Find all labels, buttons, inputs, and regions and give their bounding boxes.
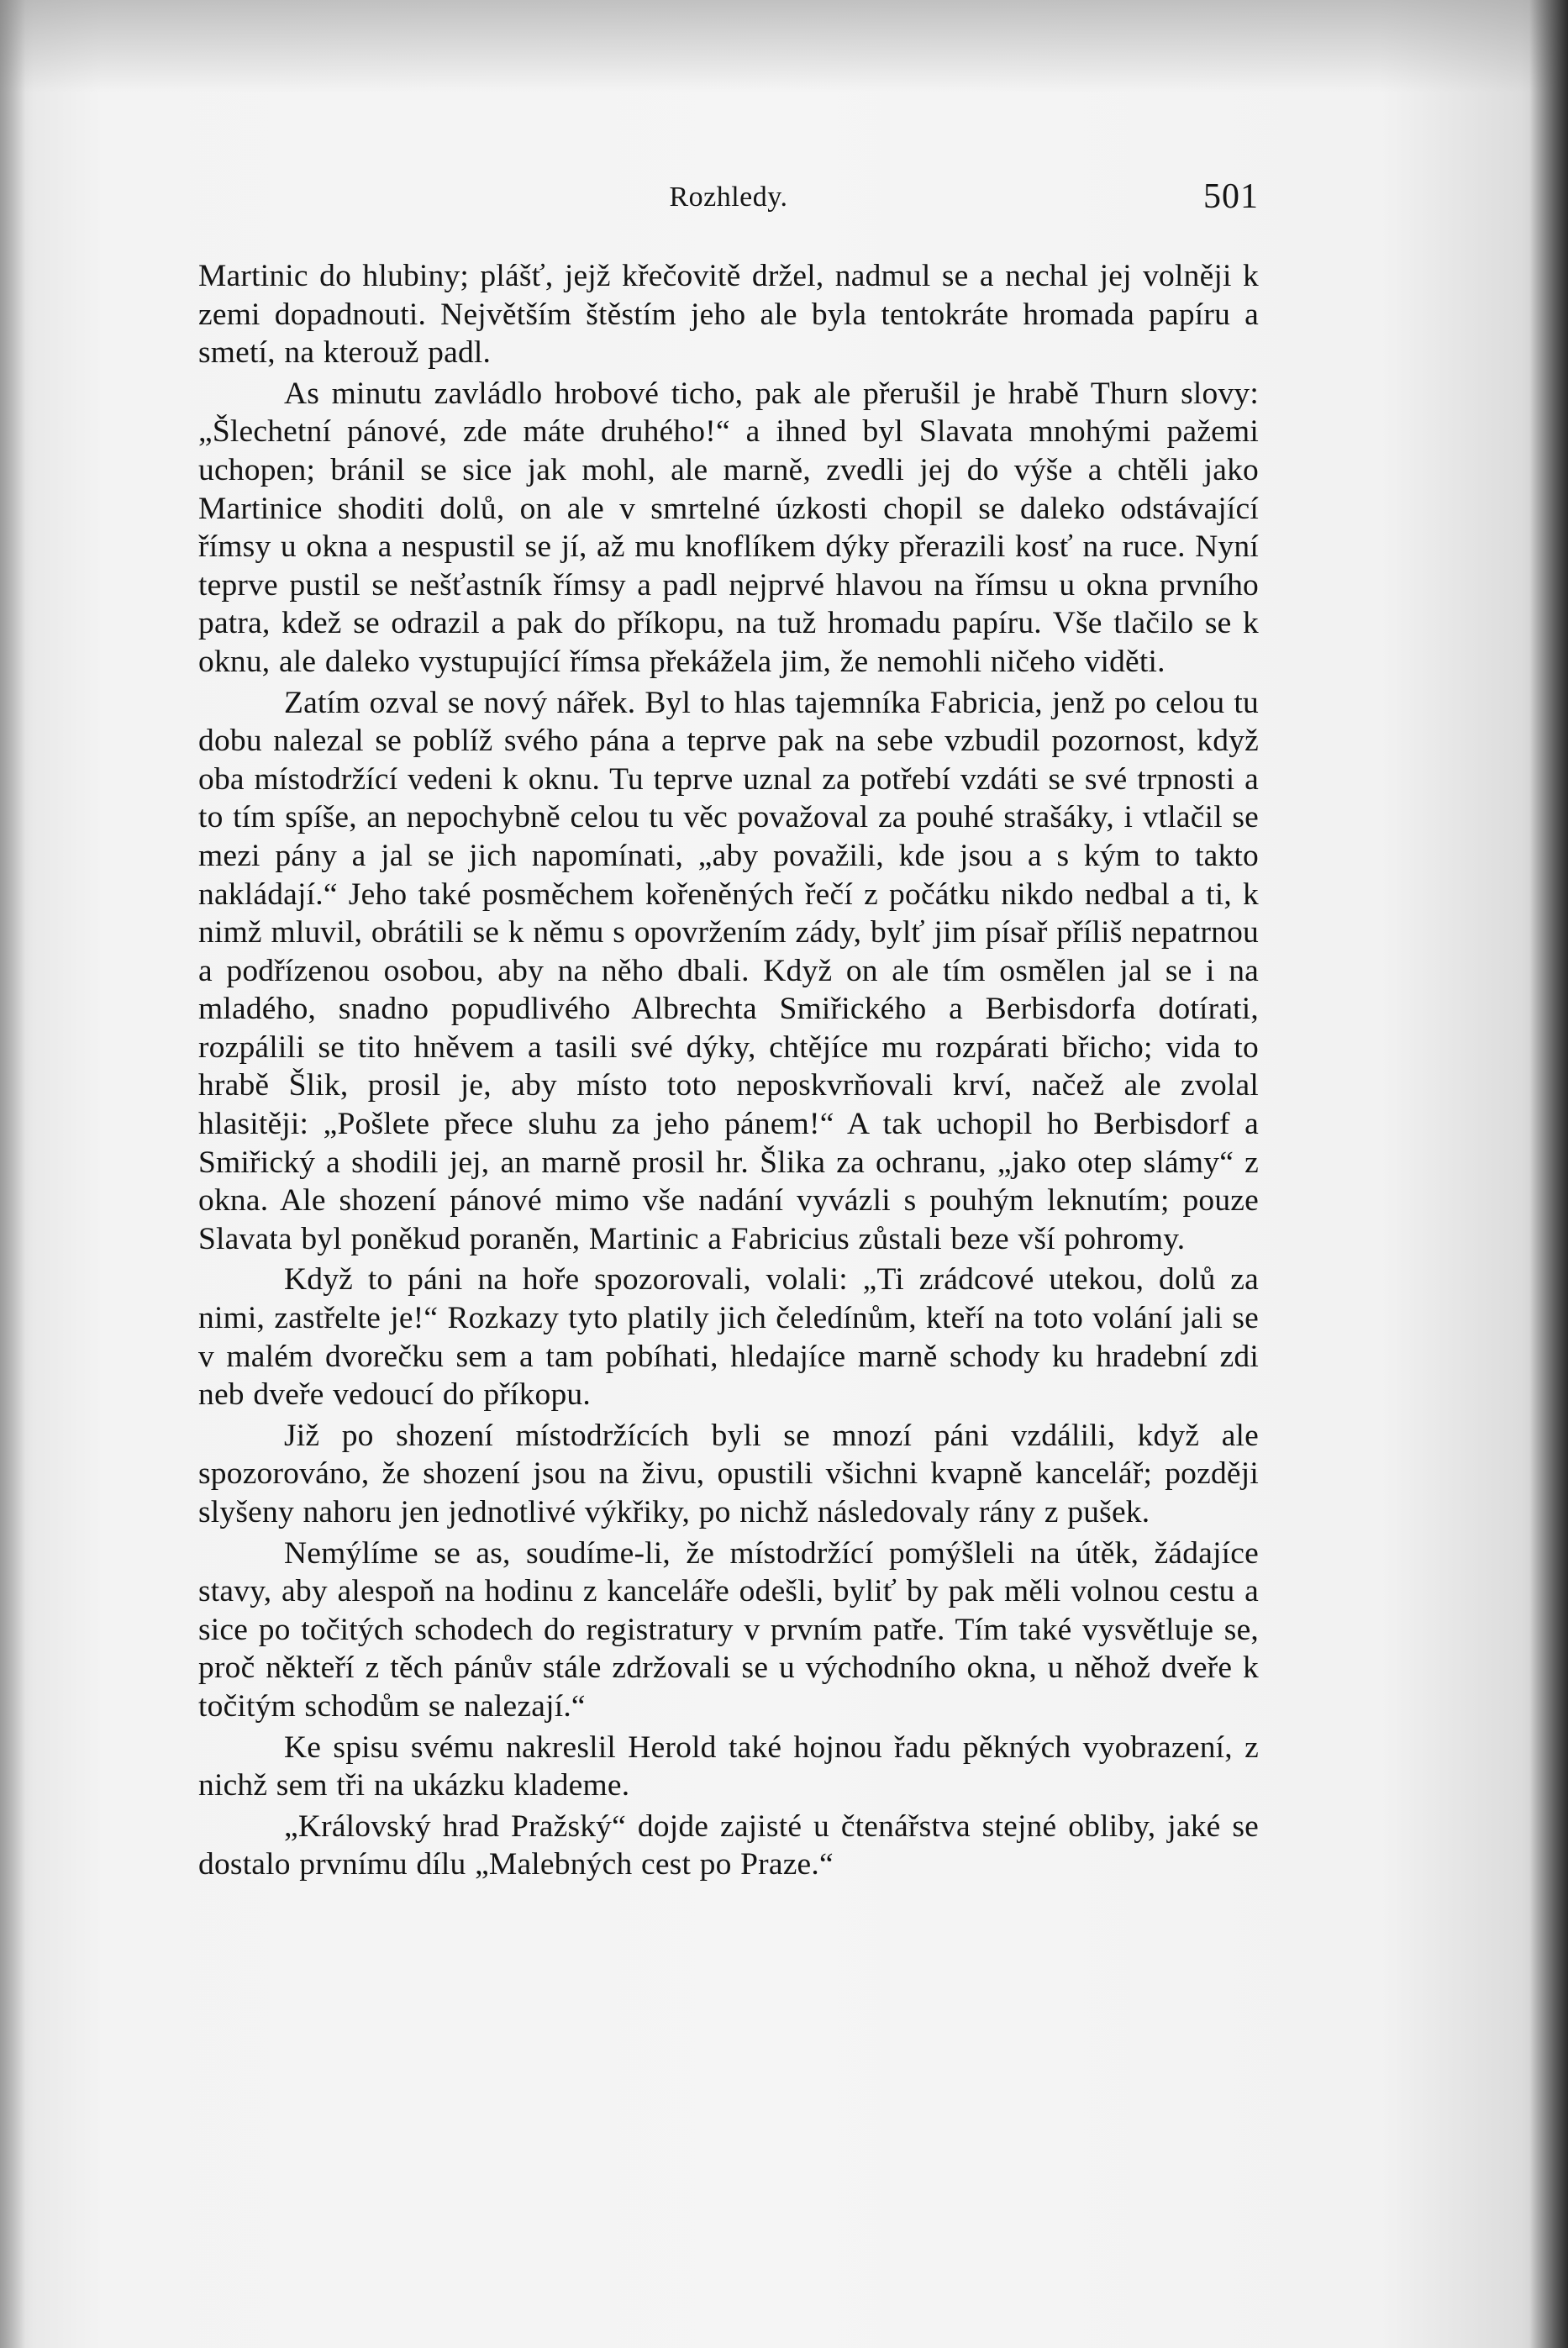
paragraph-6: Nemýlíme se as, soudíme-li, že místodržící pomýšleli na útěk, žádajíce stavy, aby alespoň na hodinu z kanceláře odešli, byliť by pak měli volnou cestu a sice po točitých schodech do registratury v prvním patře. Tím také vysvětluje se, proč někteří z těch pánův stále zdržovali se u východního okna, u něhož dveře k točitým schodům se nalezají.“	[198, 1535, 1259, 1724]
paragraph-2: As minutu zavládlo hrobové ticho, pak ale přerušil je hrabě Thurn slovy: „Šlechetní pánové, zde máte druhého!“ a ihned byl Slavata mnohými pažemi uchopen; bránil se sice jak mohl, ale marně, zvedli jej do výše a chtěli jako Martinice shoditi dolů, on ale v smrtelné úzkosti chopil se daleko odstávající římsy u okna a nespustil se jí, až mu knoflíkem dýky přerazili kosť na ruce. Nyní teprve pustil se nešťastník římsy a padl nejprvé hlavou na římsu u okna prvního patra, kdež se odrazil a pak do příkopu, na tuž hromadu papíru. Vše tlačilo se k oknu, ale daleko vystupující římsa překážela jim, že nemohli ničeho viděti.	[198, 376, 1259, 679]
right-edge-shadow	[1529, 0, 1568, 2348]
body-text	[198, 257, 1259, 1884]
paragraph-1: Martinic do hlubiny; plášť, jejž křečovitě držel, nadmul se a nechal jej volněji k zemi dopadnouti. Největším štěstím jeho ale byla tentokráte hromada papíru a smetí, na kterouž padl.	[198, 259, 1259, 371]
paragraph-4: Když to páni na hoře spozorovali, volali: „Ti zrádcové utekou, dolů za nimi, zastřelte je!“ Rozkazy tyto platily jich čeledínům, kteří na toto volání jali se v malém dvorečku sem a tam pobíhati, hledajíce marně schody ku hradební zdi neb dveře vedoucí do příkopu.	[198, 1262, 1259, 1413]
running-title: Rozhledy.	[669, 182, 788, 213]
running-header	[198, 176, 1259, 227]
page-number: 501	[1203, 177, 1259, 216]
paragraph-3: Zatím ozval se nový nářek. Byl to hlas tajemníka Fabricia, jenž po celou tu dobu nalezal se poblíž svého pána a teprve pak na sebe vzbudil pozornost, když oba místodržící vedeni k oknu. Tu teprve uznal za potřebí vzdáti se své trpnosti a to tím spíše, an nepochybně celou tu věc považoval za pouhé strašáky, i vtlačil se mezi pány a jal se jich napomínati, „aby považili, kde jsou a s kým to takto nakládají.“ Jeho také posměchem kořeněných řečí z počátku nikdo nedbal a ti, k nimž mluvil, obrátili se k němu s opovržením zády, bylť jim písař příliš nepatrnou a podřízenou osobou, aby na něho dbali. Když on ale tím osmělen jal se i na mladého, snadno popudlivého Albrechta Smiřického a Berbisdorfa dotírati, rozpálili se tito hněvem a tasili své dýky, chtějíce mu rozpárati břicho; vida to hrabě Šlik, prosil je, aby místo toto neposkvrňovali krví, načež ale zvolal hlasitěji: „Pošlete přece sluhu za jeho pánem!“ A tak uchopil ho Berbisdorf a Smiřický a shodili jej, an marně prosil hr. Šlika za ochranu, „jako otep slámy“ z okna. Ale shození pánové mimo vše nadání vyvázli s pouhým leknutím; pouze Slavata byl poněkud poraněn, Martinic a Fabricius zůstali beze vší pohromy.	[198, 685, 1259, 1256]
paragraph-7: Ke spisu svému nakreslil Herold také hojnou řadu pěkných vyobrazení, z nichž sem tři na ukázku klademe.	[198, 1729, 1259, 1803]
top-shadow	[0, 0, 1568, 92]
paragraph-8: „Královský hrad Pražský“ dojde zajisté u čtenářstva stejné obliby, jaké se dostalo prvnímu dílu „Malebných cest po Praze.“	[198, 1808, 1259, 1882]
paragraph-5: Již po shození místodržících byli se mnozí páni vzdálili, když ale spozorováno, že shození jsou na živu, opustili všichni kvapně kancelář; později slyšeny nahoru jen jednotlivé výkřiky, po nichž následovaly rány z pušek.	[198, 1418, 1259, 1529]
left-edge-shadow	[0, 0, 25, 2348]
